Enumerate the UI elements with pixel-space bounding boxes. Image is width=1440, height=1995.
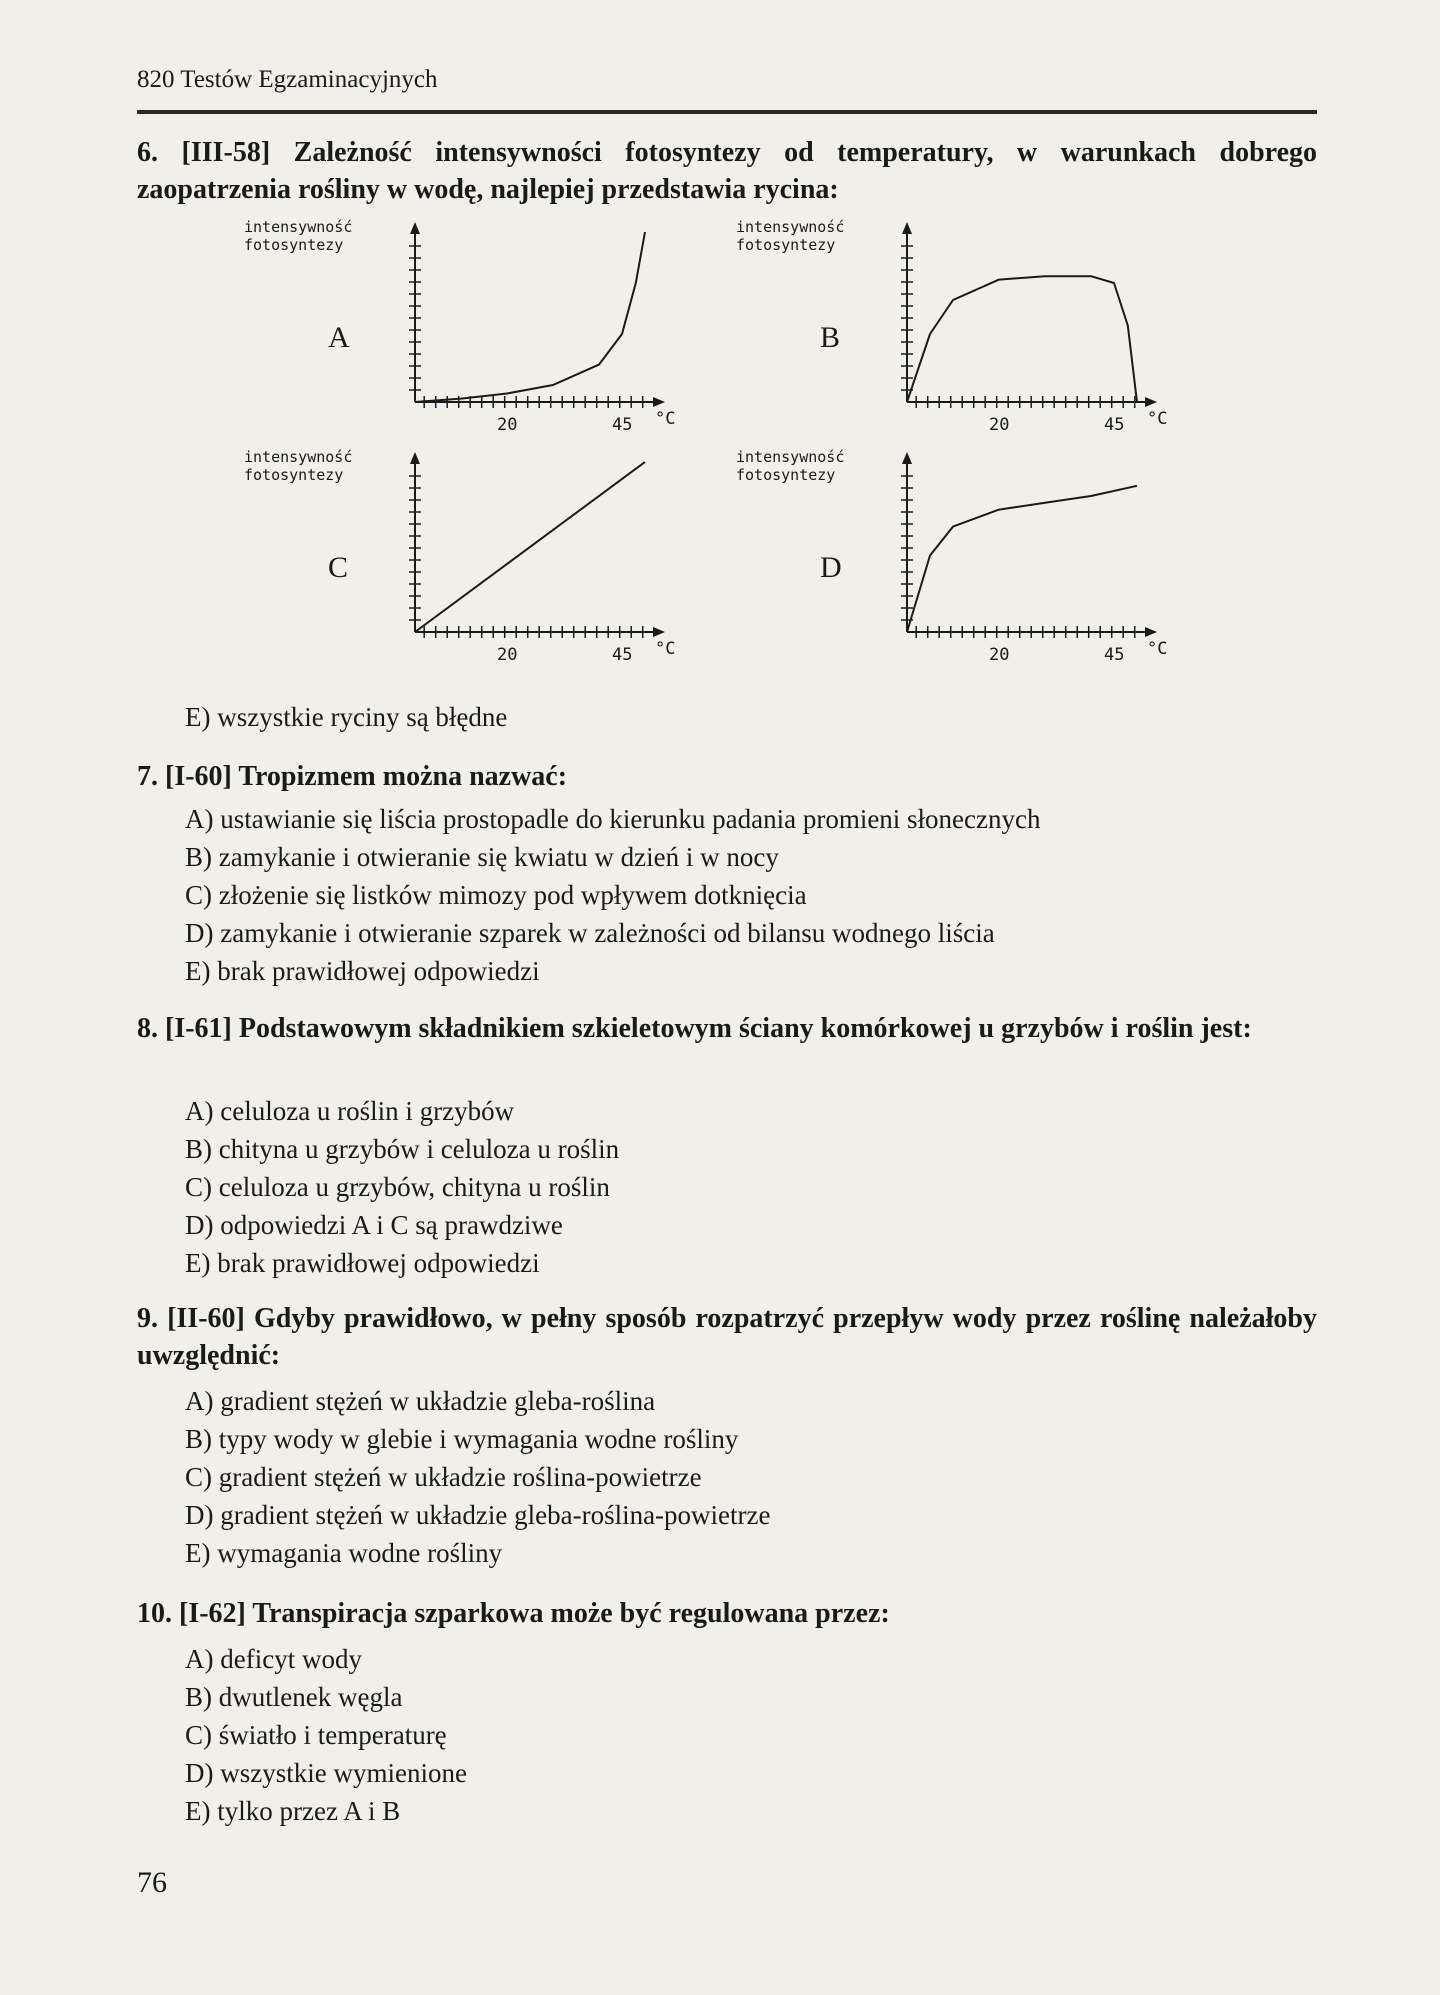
x-tick-label: 20	[989, 645, 1010, 665]
chart-a	[240, 212, 720, 437]
q7-option: B) zamykanie i otwieranie się kwiatu w dzień i w nocy	[185, 842, 779, 872]
x-tick-label: 45	[612, 415, 633, 435]
chart-letter: C	[328, 551, 349, 584]
q10-title: 10. [I-62] Transpiracja szparkowa może być regulowana przez:	[137, 1598, 890, 1629]
y-axis-arrow	[410, 452, 420, 464]
q7-option: E) brak prawidłowej odpowiedzi	[185, 956, 540, 986]
series-line	[415, 462, 645, 632]
y-axis-label: intensywność	[736, 218, 845, 236]
chart-d	[732, 442, 1212, 667]
q10-option: A) deficyt wody	[185, 1644, 362, 1674]
y-axis-label: fotosyntezy	[244, 236, 344, 254]
chart-b	[732, 212, 1212, 437]
x-tick-label: 20	[497, 415, 518, 435]
x-axis-arrow	[1145, 397, 1157, 407]
y-axis-arrow	[410, 222, 420, 234]
running-title: 820 Testów Egzaminacyjnych	[137, 66, 438, 93]
y-axis-label: fotosyntezy	[736, 466, 836, 484]
chart-letter: B	[820, 321, 841, 354]
q8-title: 8. [I-61] Podstawowym składnikiem szkieletowym ściany komórkowej u grzybów i roślin jest:	[137, 1013, 1252, 1044]
q9-option: E) wymagania wodne rośliny	[185, 1538, 503, 1568]
chart-c	[240, 442, 720, 667]
q8-option: D) odpowiedzi A i C są prawdziwe	[185, 1210, 563, 1240]
q9-options	[185, 1382, 771, 1572]
y-axis-label: intensywność	[244, 448, 353, 466]
x-axis-arrow	[653, 627, 665, 637]
q8-option: B) chityna u grzybów i celuloza u roślin	[185, 1134, 620, 1164]
q7-title: 7. [I-60] Tropizmem można nazwać:	[137, 761, 568, 792]
x-tick-label: 20	[497, 645, 518, 665]
chart-letter: D	[820, 551, 842, 584]
header-rule	[137, 110, 1317, 114]
page-number: 76	[137, 1866, 167, 1899]
x-tick-label: 20	[989, 415, 1010, 435]
chart-b-svg	[732, 212, 1212, 437]
y-axis-label: intensywność	[244, 218, 353, 236]
q7-option: C) złożenie się listków mimozy pod wpływem dotknięcia	[185, 880, 807, 910]
q10-options	[185, 1640, 467, 1830]
q9-option: B) typy wody w glebie i wymagania wodne rośliny	[185, 1424, 739, 1454]
q8-options	[185, 1092, 619, 1282]
q7-option: D) zamykanie i otwieranie szparek w zależności od bilansu wodnego liścia	[185, 918, 995, 948]
q8-option: C) celuloza u grzybów, chityna u roślin	[185, 1172, 610, 1202]
x-tick-label: 45	[1104, 645, 1125, 665]
q6-options	[185, 698, 507, 736]
q8-option: A) celuloza u roślin i grzybów	[185, 1096, 515, 1126]
chart-d-svg	[732, 442, 1212, 667]
q10-option: C) światło i temperaturę	[185, 1720, 447, 1750]
series-line	[907, 276, 1137, 402]
x-axis-arrow	[653, 397, 665, 407]
q9-title: 9. [II-60] Gdyby prawidłowo, w pełny sposób rozpatrzyć przepływ wody przez roślinę należałoby uwzględnić:	[137, 1303, 1317, 1371]
x-tick-label: 45	[612, 645, 633, 665]
x-axis-unit: °C	[655, 639, 676, 659]
x-axis-arrow	[1145, 627, 1157, 637]
q10-option: B) dwutlenek węgla	[185, 1682, 403, 1712]
chart-letter: A	[328, 321, 350, 354]
x-axis-unit: °C	[1147, 639, 1168, 659]
y-axis-arrow	[902, 452, 912, 464]
y-axis-label: fotosyntezy	[244, 466, 344, 484]
q10-option: D) wszystkie wymienione	[185, 1758, 467, 1788]
q6-option-e: E) wszystkie ryciny są błędne	[185, 702, 508, 732]
q9-option: A) gradient stężeń w układzie gleba-roślina	[185, 1386, 656, 1416]
chart-c-svg	[240, 442, 720, 667]
q9-option: C) gradient stężeń w układzie roślina-powietrze	[185, 1462, 702, 1492]
q7-option: A) ustawianie się liścia prostopadle do kierunku padania promieni słonecznych	[185, 804, 1041, 834]
q9-option: D) gradient stężeń w układzie gleba-roślina-powietrze	[185, 1500, 771, 1530]
y-axis-label: fotosyntezy	[736, 236, 836, 254]
q8-option: E) brak prawidłowej odpowiedzi	[185, 1248, 540, 1278]
y-axis-label: intensywność	[736, 448, 845, 466]
x-tick-label: 45	[1104, 415, 1125, 435]
q6-title: 6. [III-58] Zależność intensywności fotosyntezy od temperatury, w warunkach dobrego zaopatrzenia rośliny w wodę, najlepiej przedstawia rycina:	[137, 137, 1317, 205]
series-line	[415, 232, 645, 402]
series-line	[907, 486, 1137, 632]
x-axis-unit: °C	[1147, 409, 1168, 429]
x-axis-unit: °C	[655, 409, 676, 429]
q10-option: E) tylko przez A i B	[185, 1796, 401, 1826]
chart-a-svg	[240, 212, 720, 437]
q7-options	[185, 800, 1041, 990]
y-axis-arrow	[902, 222, 912, 234]
